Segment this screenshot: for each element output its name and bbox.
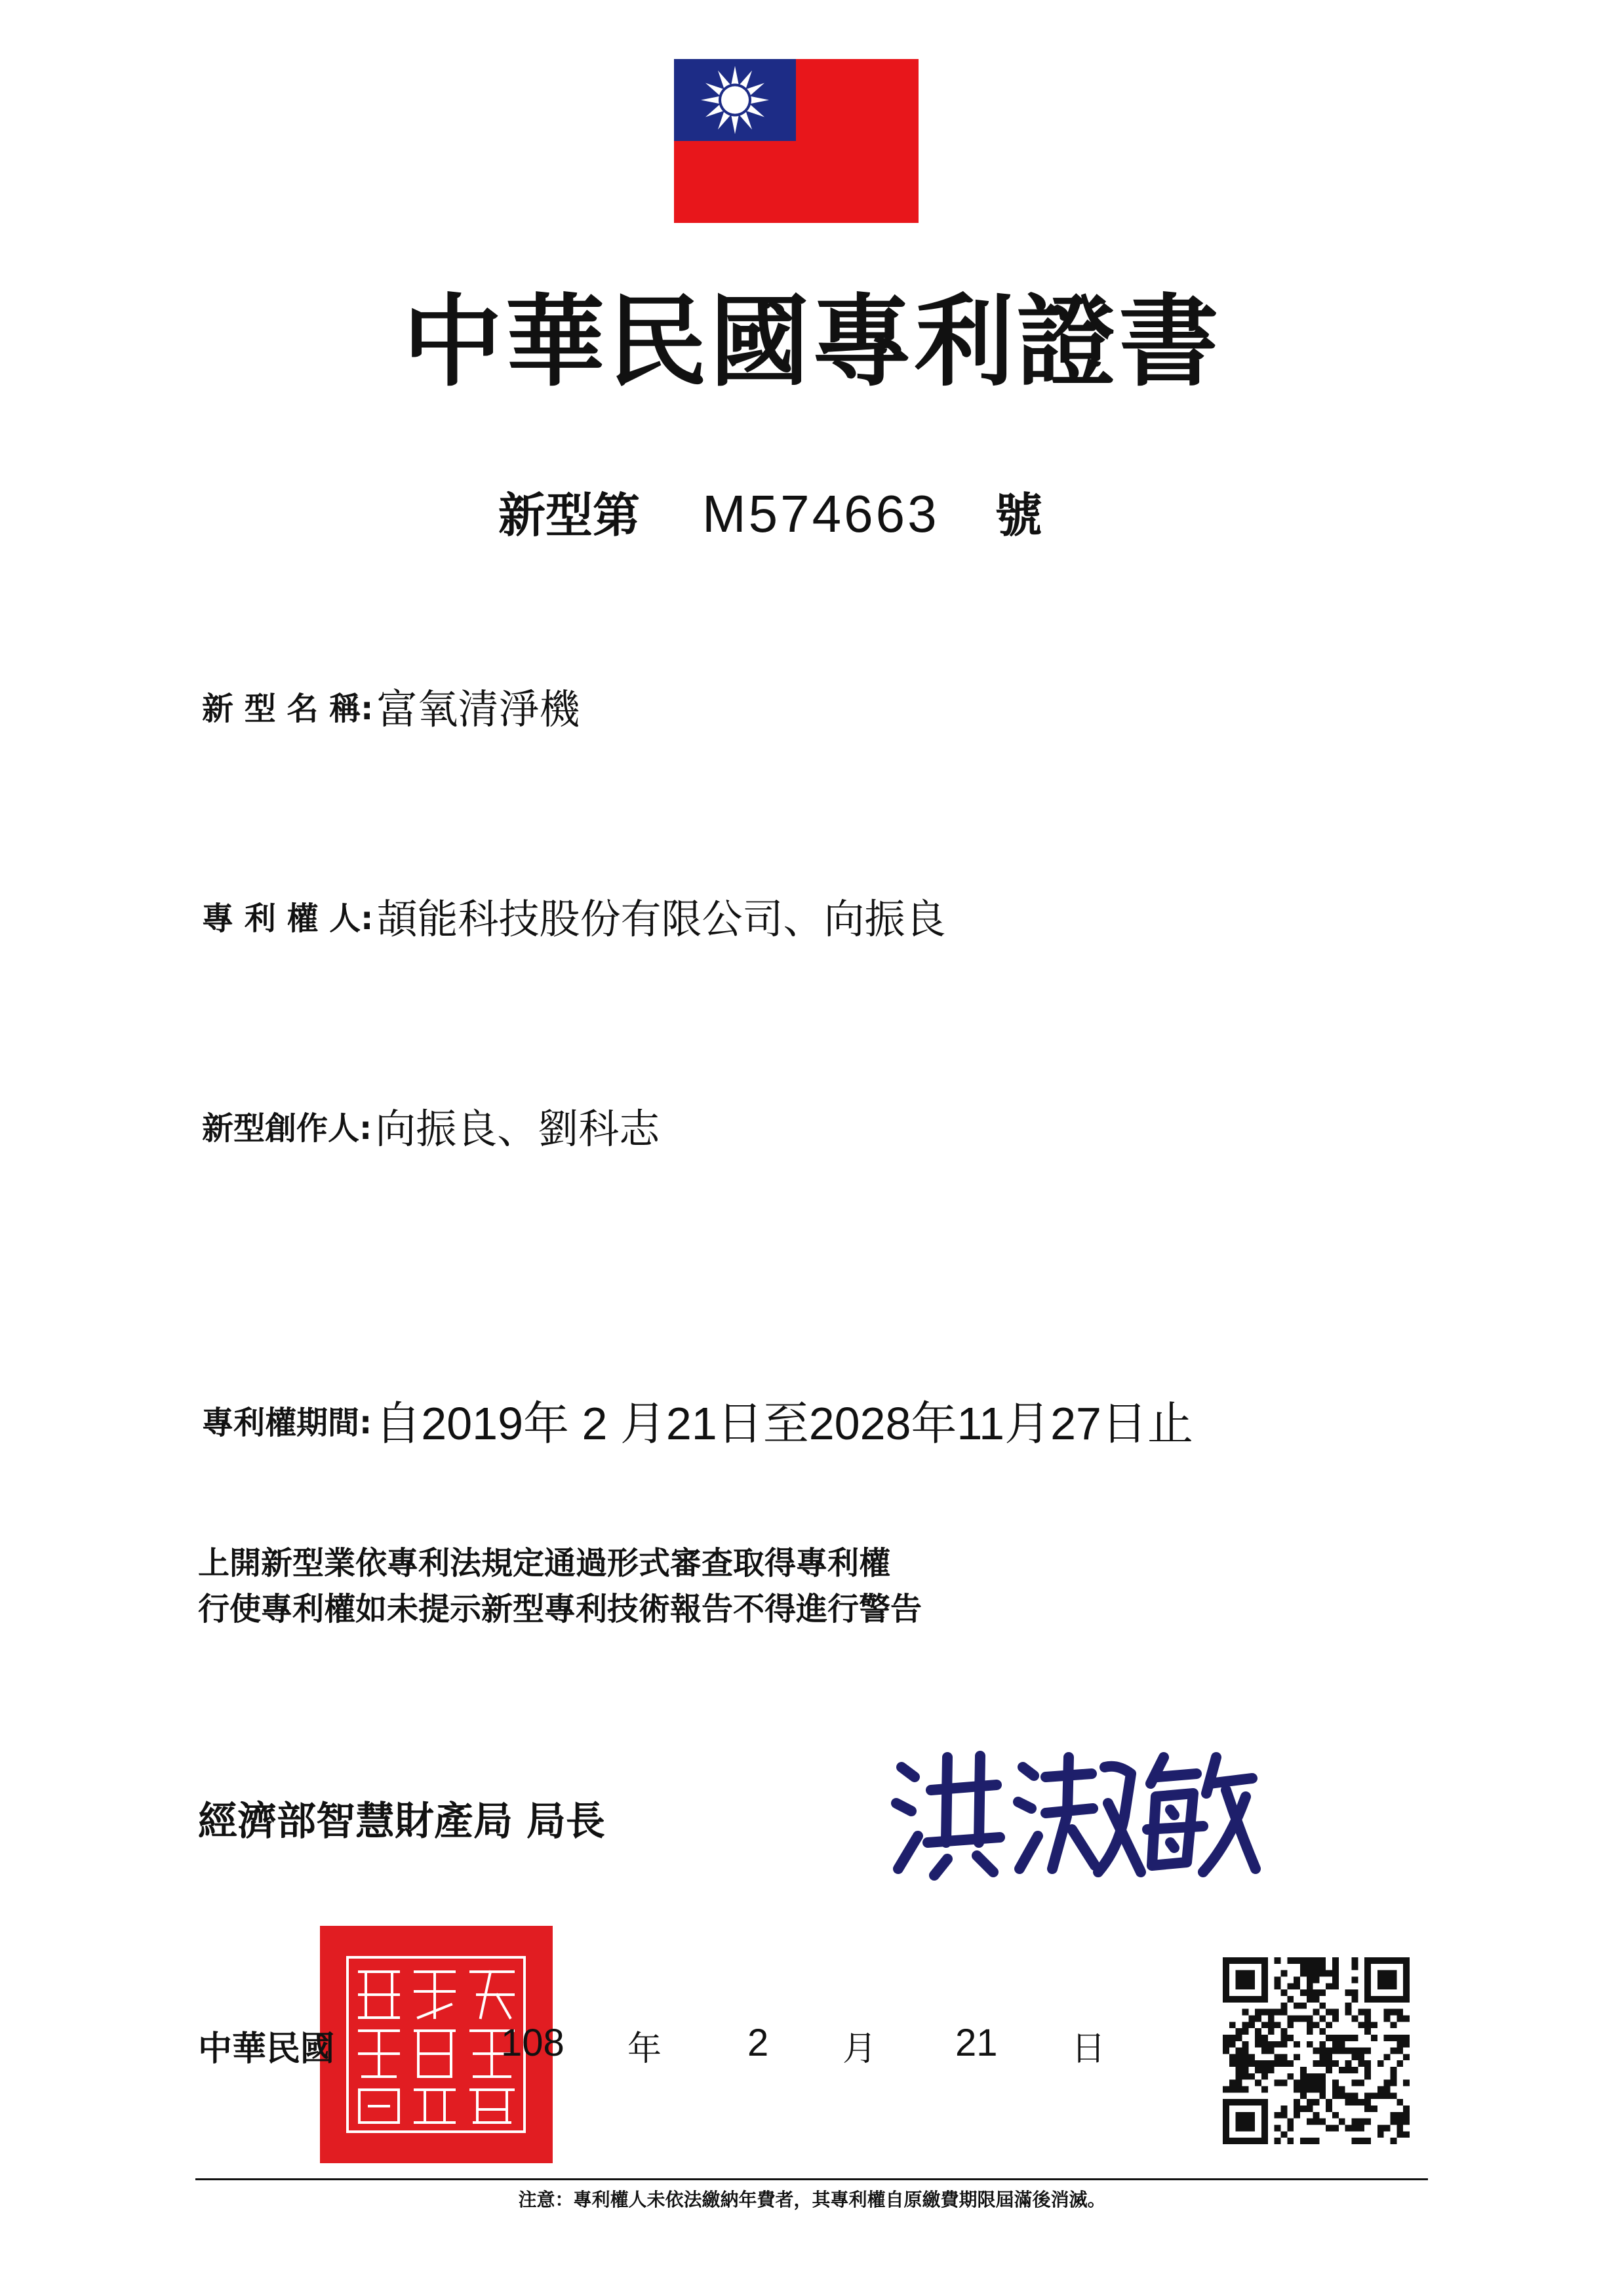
field-owner-label: 專 利 權 人:	[202, 900, 374, 937]
notice-line: 上開新型業依專利法規定通過形式審查取得專利權	[198, 1545, 891, 1582]
white-sun-icon	[674, 59, 796, 141]
date-year: 108	[501, 2022, 564, 2064]
field-name-value: 富氧清淨機	[376, 685, 580, 733]
field-owner-row	[202, 887, 945, 945]
date-month: 2	[747, 2022, 769, 2064]
field-creator-value: 向振良、劉科志	[375, 1105, 660, 1153]
field-name-row	[202, 677, 580, 735]
field-period-row	[202, 1387, 1193, 1453]
issuer-title: 經濟部智慧財產局 局長	[198, 1799, 605, 1845]
patent-number	[498, 477, 1042, 546]
patent-number-prefix: 新型第	[498, 488, 641, 543]
qr-code-icon	[1223, 1957, 1410, 2144]
issue-date	[198, 2021, 1142, 2073]
patent-number-suffix: 號	[995, 488, 1042, 543]
field-period-label: 專利權期間:	[202, 1405, 372, 1441]
date-month-unit: 月	[842, 2029, 877, 2069]
certificate-title: 中華民國專利證書	[403, 283, 1221, 400]
roc-flag-icon	[674, 59, 919, 223]
date-era: 中華民國	[198, 2029, 335, 2069]
field-period-value: 自2019年 2 月21日至2028年11月27日止	[375, 1398, 1193, 1449]
field-name-label: 新 型 名 稱:	[202, 690, 374, 727]
field-creator-row	[202, 1096, 660, 1155]
notice-line: 行使專利權如未提示新型專利技術報告不得進行警告	[198, 1591, 922, 1627]
signature-icon	[882, 1738, 1262, 1888]
patent-number-value: M574663	[702, 485, 940, 543]
date-day: 21	[955, 2022, 998, 2064]
date-year-unit: 年	[627, 2029, 662, 2069]
field-creator-label: 新型創作人:	[202, 1110, 372, 1147]
footnote: 注意：專利權人未依法繳納年費者，其專利權自原繳費期限屆滿後消滅。	[518, 2189, 1106, 2210]
date-day-unit: 日	[1071, 2029, 1106, 2069]
field-owner-value: 頡能科技股份有限公司、向振良	[376, 895, 946, 943]
footer-rule	[195, 2178, 1428, 2180]
flag-canton	[674, 59, 796, 141]
